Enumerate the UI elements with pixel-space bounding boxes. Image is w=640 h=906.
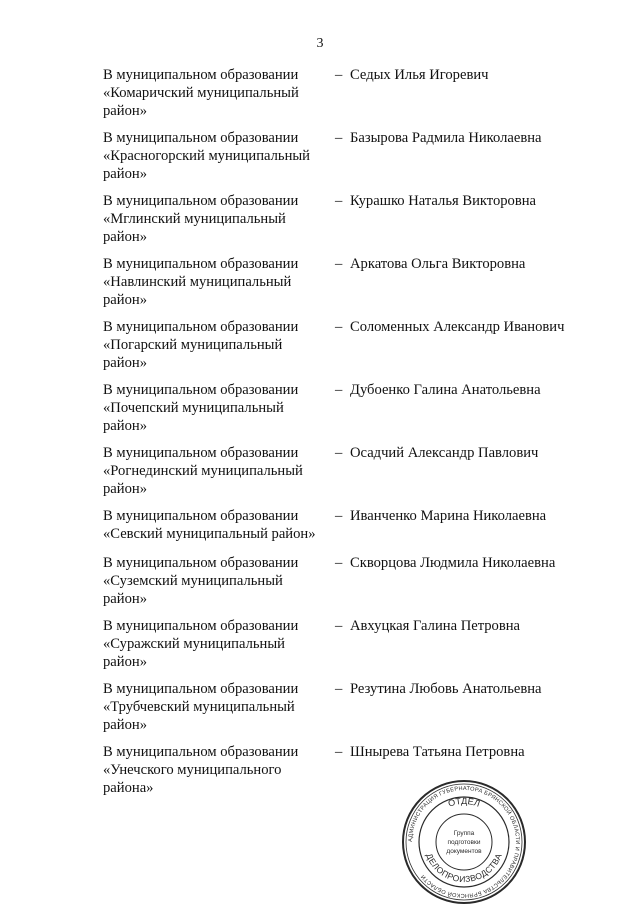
- dash: –: [335, 130, 343, 146]
- municipality: [103, 507, 335, 543]
- municipality-line: «Унечского муниципального: [103, 762, 282, 778]
- dash: –: [335, 193, 343, 209]
- entry: [103, 129, 623, 192]
- entry: [103, 444, 623, 507]
- person-name: Дубоенко Галина Анатольевна: [350, 382, 541, 398]
- person: [335, 66, 488, 84]
- person-name: Резутина Любовь Анатольевна: [350, 681, 542, 697]
- municipality-line: район»: [103, 591, 147, 607]
- dash: –: [335, 319, 343, 335]
- municipality: [103, 66, 335, 120]
- entry: [103, 554, 623, 617]
- municipality-line: В муниципальном образовании: [103, 67, 299, 83]
- person: [335, 444, 538, 462]
- municipality-line: район»: [103, 418, 147, 434]
- municipality-line: «Почепский муниципальный: [103, 400, 284, 416]
- municipality-line: район»: [103, 355, 147, 371]
- municipality-line: район»: [103, 166, 147, 182]
- dash: –: [335, 618, 343, 634]
- municipality: [103, 255, 335, 309]
- dash: –: [335, 382, 343, 398]
- entry: [103, 680, 623, 743]
- municipality-line: В муниципальном образовании: [103, 193, 299, 209]
- municipality-line: «Суземский муниципальный: [103, 573, 283, 589]
- municipality-line: район»: [103, 654, 147, 670]
- municipality-line: «Комаричский муниципальный: [103, 85, 299, 101]
- entry: [103, 66, 623, 129]
- municipality-line: район»: [103, 717, 147, 733]
- person-name: Седых Илья Игоревич: [350, 67, 489, 83]
- dash: –: [335, 445, 343, 461]
- person: [335, 129, 542, 147]
- municipality-line: район»: [103, 292, 147, 308]
- municipality-line: района»: [103, 780, 154, 796]
- municipality-line: «Трубчевский муниципальный: [103, 699, 295, 715]
- municipality: [103, 318, 335, 372]
- municipality-line: «Навлинский муниципальный: [103, 274, 292, 290]
- stamp-department-top: ОТДЕЛ: [446, 795, 482, 809]
- entry: [103, 507, 623, 554]
- dash: –: [335, 555, 343, 571]
- municipality: [103, 680, 335, 734]
- person-name: Курашко Наталья Викторовна: [350, 193, 537, 209]
- person: [335, 680, 542, 698]
- person: [335, 617, 520, 635]
- page-number: 3: [316, 36, 324, 51]
- municipality: [103, 192, 335, 246]
- municipality-line: В муниципальном образовании: [103, 681, 299, 697]
- dash: –: [335, 67, 343, 83]
- municipality: [103, 554, 335, 608]
- entry: [103, 743, 623, 806]
- person: [335, 318, 564, 336]
- person: [335, 554, 555, 572]
- municipality-line: район»: [103, 103, 147, 119]
- person-name: Авхуцкая Галина Петровна: [350, 618, 521, 634]
- municipality-line: В муниципальном образовании: [103, 618, 299, 634]
- municipality: [103, 743, 335, 797]
- entries-list: [103, 66, 623, 806]
- municipality-line: В муниципальном образовании: [103, 382, 299, 398]
- municipality-line: В муниципальном образовании: [103, 744, 299, 760]
- person: [335, 743, 525, 761]
- dash: –: [335, 256, 343, 272]
- stamp-center-line: Группа: [453, 830, 475, 837]
- person: [335, 255, 525, 273]
- person-name: Осадчий Александр Павлович: [350, 445, 539, 461]
- municipality-line: «Севский муниципальный район»: [103, 526, 316, 542]
- municipality-line: «Красногорский муниципальный: [103, 148, 310, 164]
- person-name: Шнырева Татьяна Петровна: [350, 744, 525, 760]
- municipality-line: В муниципальном образовании: [103, 130, 299, 146]
- stamp-outer-text: АДМИНИСТРАЦИЯ ГУБЕРНАТОРА БРЯНСКОЙ ОБЛАСТИ И ПРАВИТЕЛЬСТВА БРЯНСКОЙ ОБЛАСТИ: [407, 785, 521, 899]
- stamp-center-line: документов: [446, 848, 482, 855]
- entry: [103, 617, 623, 680]
- person-name: Скворцова Людмила Николаевна: [350, 555, 556, 571]
- municipality-line: «Мглинский муниципальный: [103, 211, 286, 227]
- person-name: Базырова Радмила Николаевна: [350, 130, 542, 146]
- municipality-line: «Суражский муниципальный: [103, 636, 285, 652]
- entry: [103, 192, 623, 255]
- municipality: [103, 617, 335, 671]
- entry: [103, 381, 623, 444]
- municipality: [103, 381, 335, 435]
- dash: –: [335, 508, 343, 524]
- person-name: Иванченко Марина Николаевна: [350, 508, 547, 524]
- municipality-line: В муниципальном образовании: [103, 508, 299, 524]
- municipality-line: В муниципальном образовании: [103, 256, 299, 272]
- municipality-line: В муниципальном образовании: [103, 555, 299, 571]
- stamp-center-line: подготовки: [447, 839, 481, 846]
- stamp-department-bottom: ДЕЛОПРОИЗВОДСТВА: [424, 851, 504, 885]
- municipality: [103, 444, 335, 498]
- entry: [103, 255, 623, 318]
- municipality: [103, 129, 335, 183]
- person-name: Соломенных Александр Иванович: [350, 319, 565, 335]
- municipality-line: В муниципальном образовании: [103, 445, 299, 461]
- official-stamp: [400, 778, 528, 906]
- person: [335, 507, 546, 525]
- municipality-line: «Погарский муниципальный: [103, 337, 283, 353]
- person-name: Аркатова Ольга Викторовна: [350, 256, 526, 272]
- dash: –: [335, 744, 343, 760]
- municipality-line: район»: [103, 229, 147, 245]
- person: [335, 192, 536, 210]
- municipality-line: район»: [103, 481, 147, 497]
- dash: –: [335, 681, 343, 697]
- municipality-line: «Рогнединский муниципальный: [103, 463, 303, 479]
- entry: [103, 318, 623, 381]
- person: [335, 381, 541, 399]
- municipality-line: В муниципальном образовании: [103, 319, 299, 335]
